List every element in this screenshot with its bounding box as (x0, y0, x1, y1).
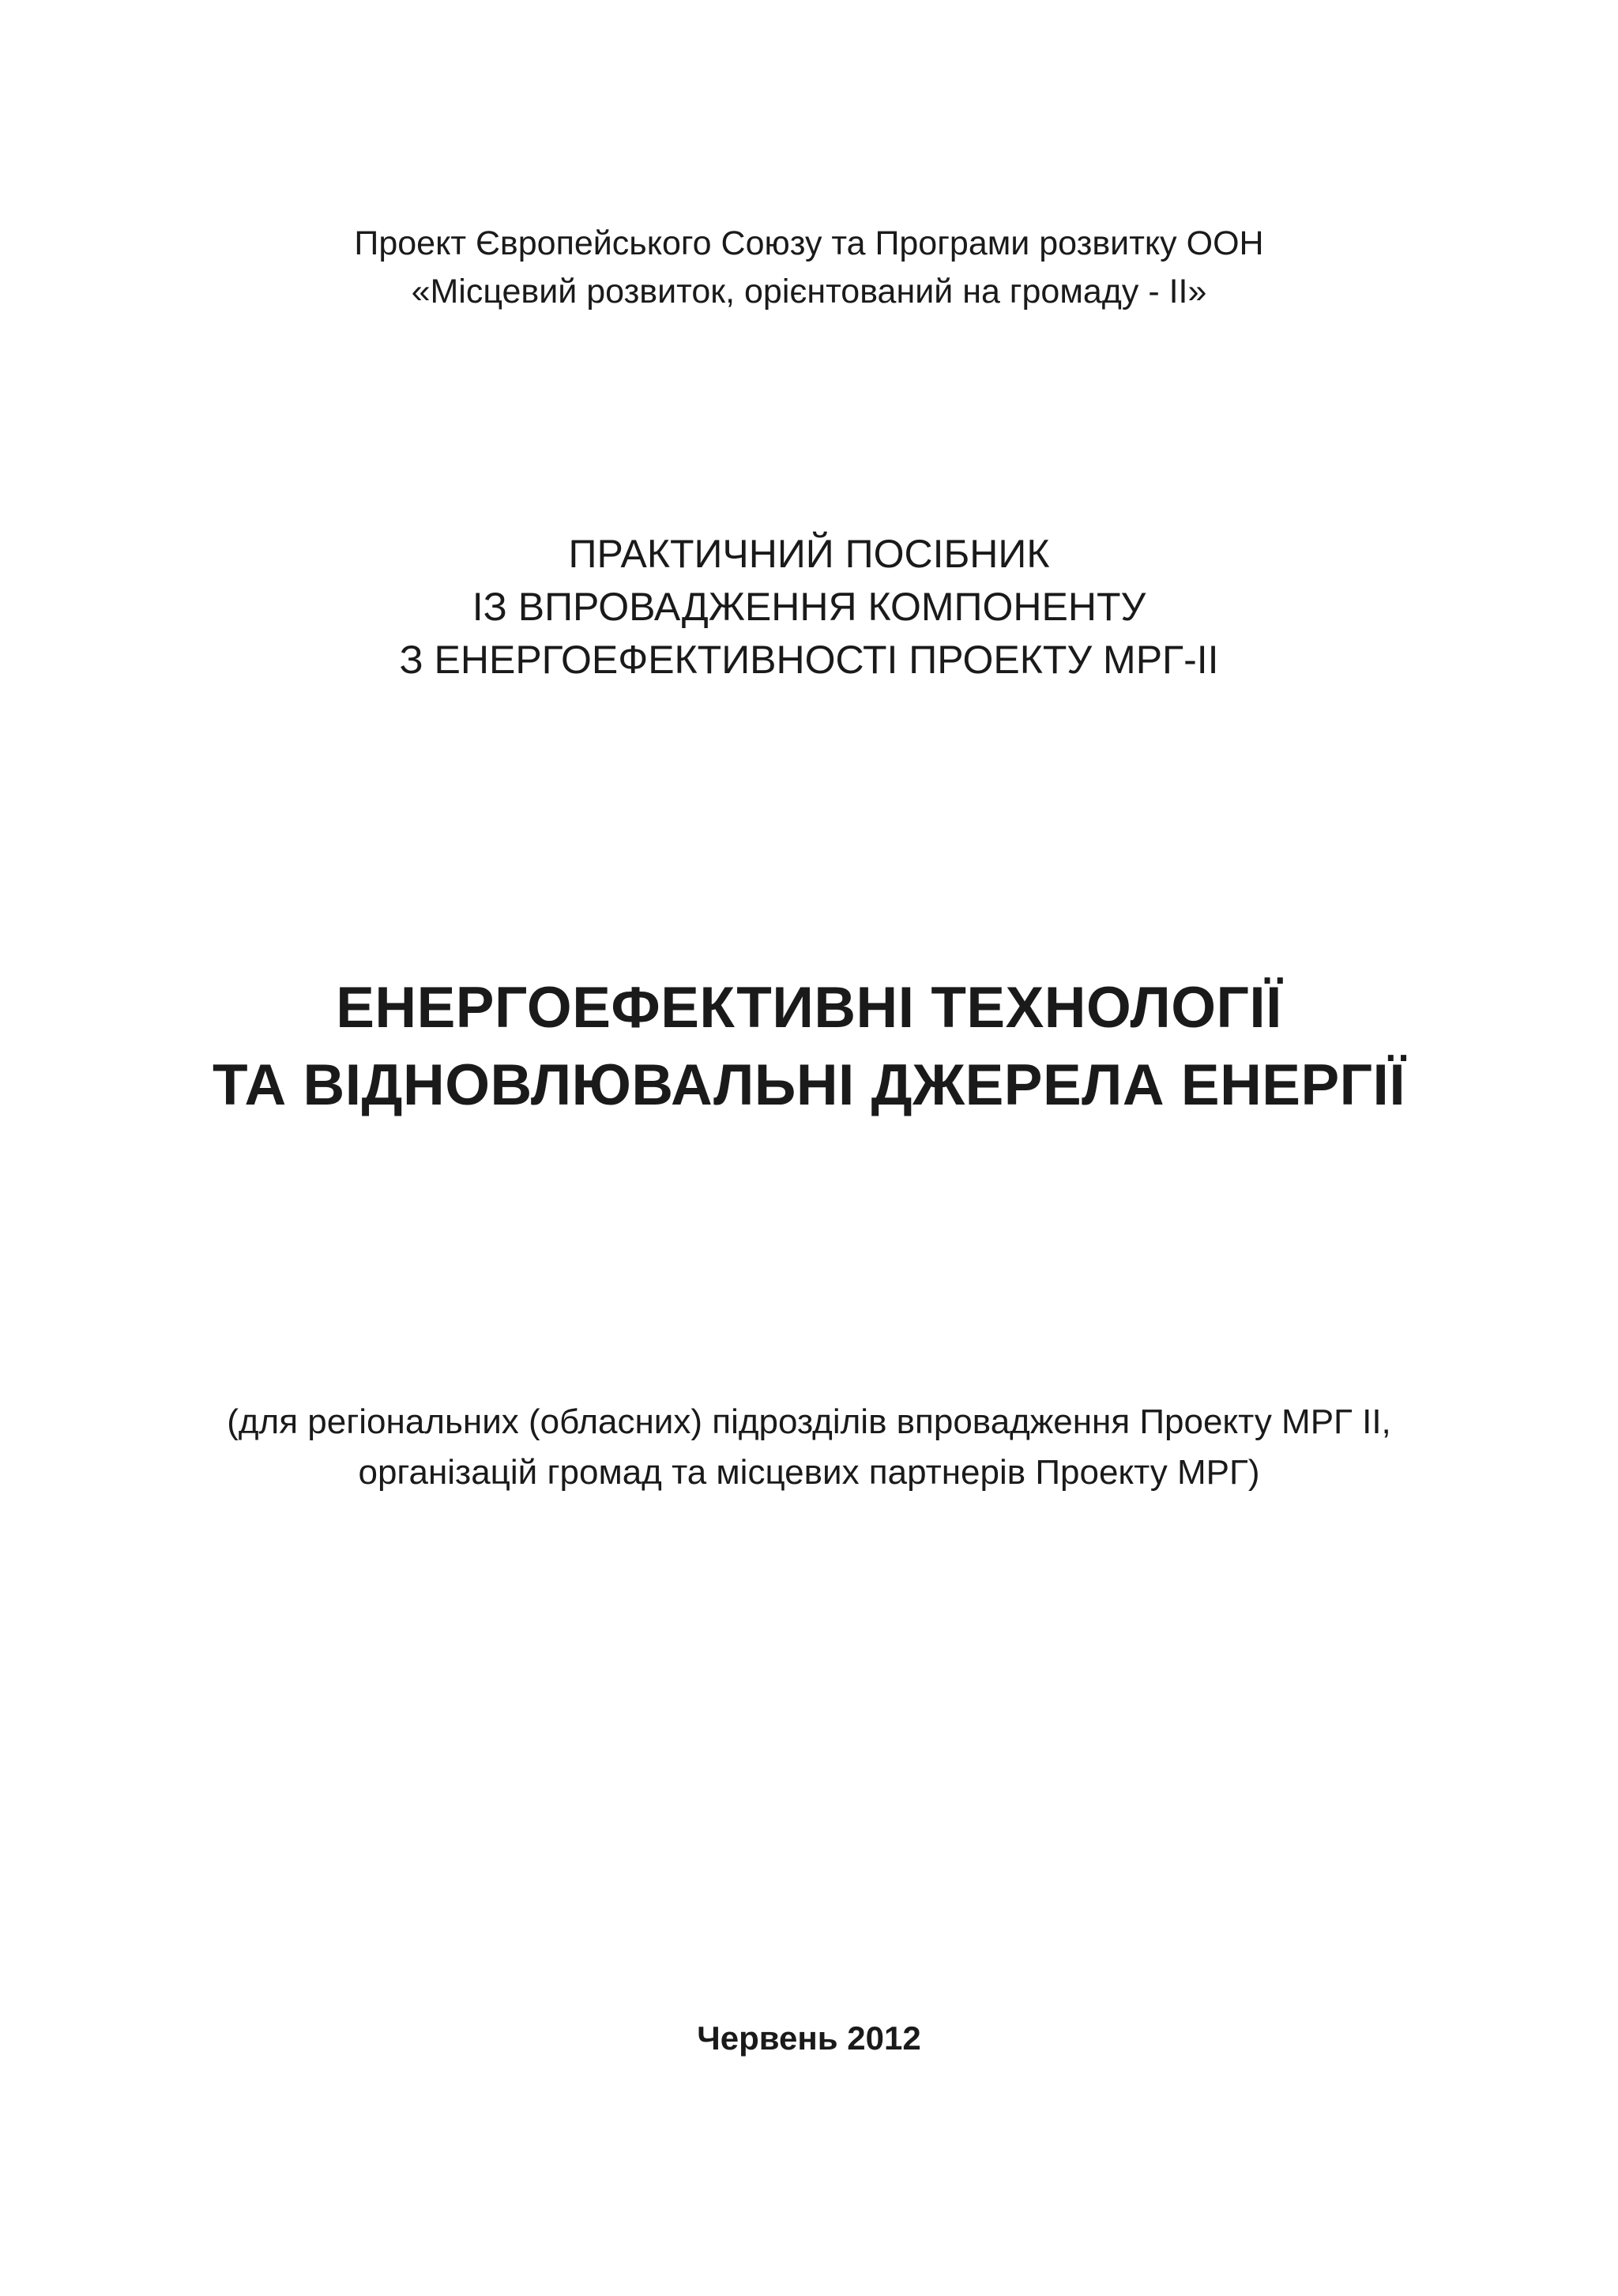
audience-note-line-2: організацій громад та місцевих партнерів Проекту МРГ) (358, 1453, 1260, 1492)
publication-date-text: Червень 2012 (697, 2019, 921, 2057)
main-title (0, 969, 1618, 1124)
publication-date (0, 2016, 1618, 2061)
project-header-line-1: Проект Європейського Союзу та Програми розвитку ООН (354, 224, 1264, 262)
project-header-line-2: «Місцевий розвиток, орієнтований на громаду - ІІ» (411, 273, 1207, 311)
guide-title-line-3: З ЕНЕРГОЕФЕКТИВНОСТІ ПРОЕКТУ МРГ-ІІ (399, 638, 1219, 682)
guide-title (0, 528, 1618, 687)
audience-note (0, 1397, 1618, 1498)
guide-title-line-1: ПРАКТИЧНИЙ ПОСІБНИК (568, 532, 1050, 576)
guide-title-line-2: ІЗ ВПРОВАДЖЕННЯ КОМПОНЕНТУ (472, 585, 1146, 629)
audience-note-line-1: (для регіональних (обласних) підрозділів впровадження Проекту МРГ ІІ, (227, 1402, 1391, 1441)
main-title-line-2: ТА ВІДНОВЛЮВАЛЬНІ ДЖЕРЕЛА ЕНЕРГІЇ (213, 1053, 1405, 1117)
project-header (0, 220, 1618, 316)
main-title-line-1: ЕНЕРГОЕФЕКТИВНІ ТЕХНОЛОГІЇ (336, 976, 1282, 1040)
